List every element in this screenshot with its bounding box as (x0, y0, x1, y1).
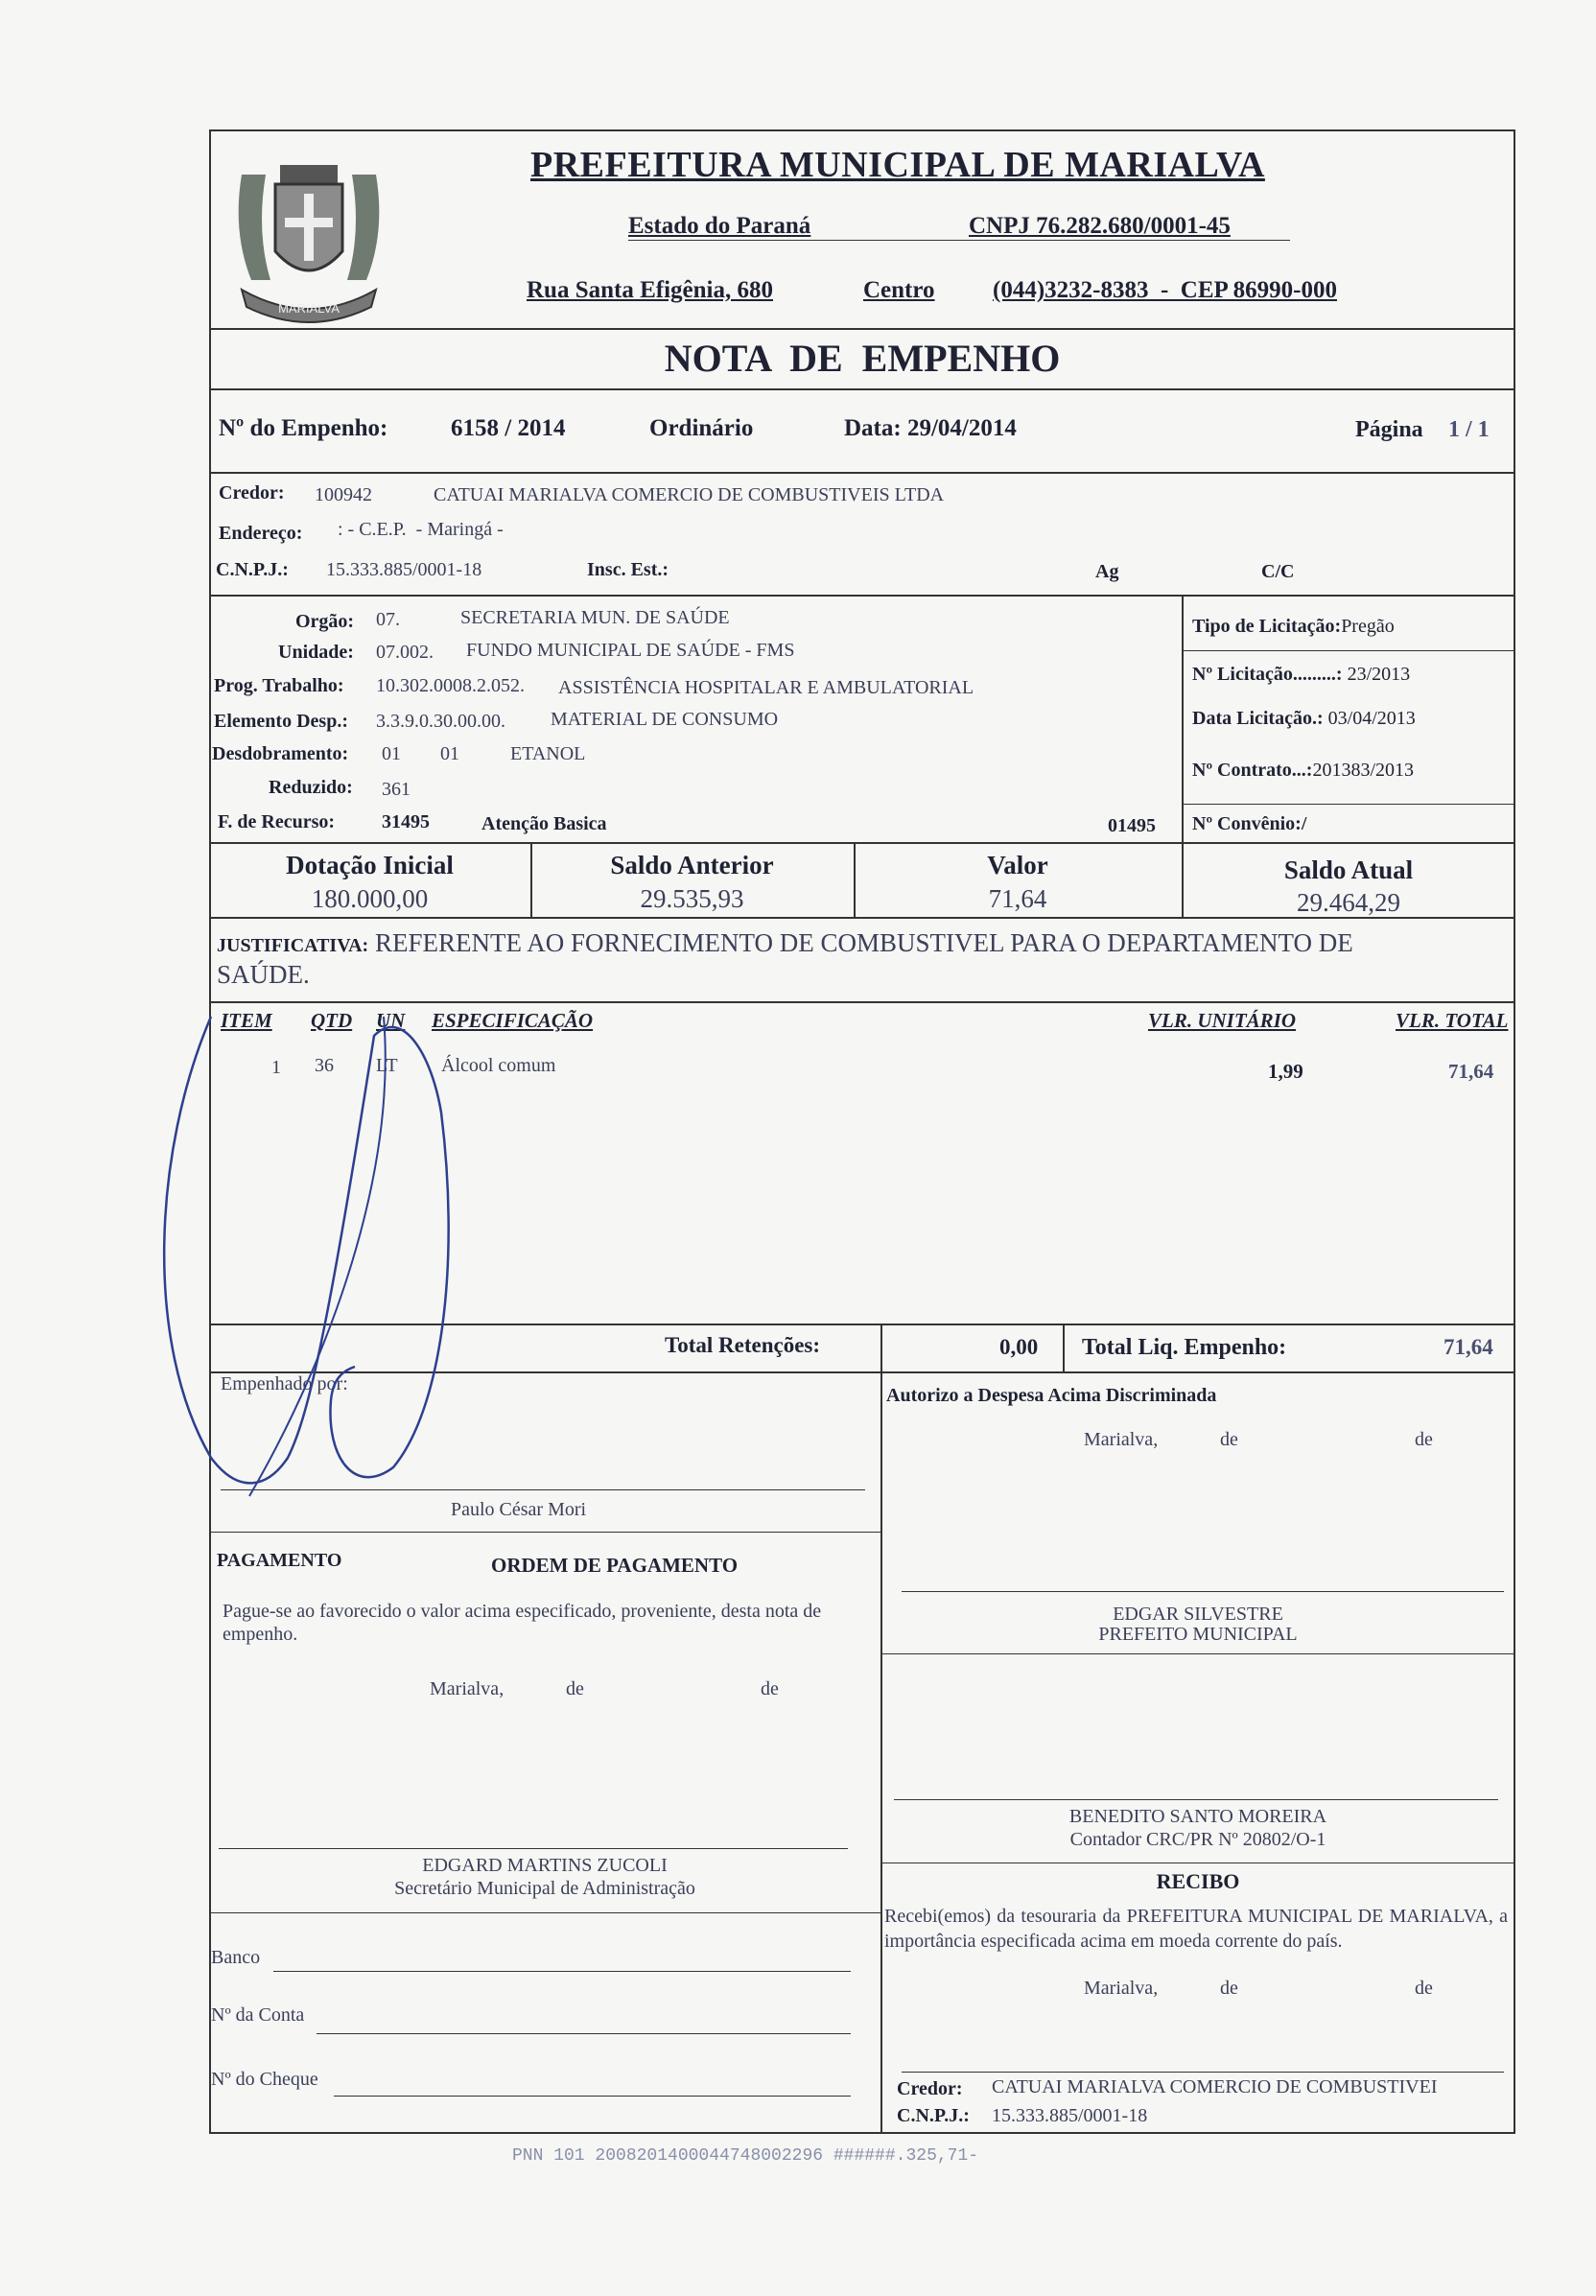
retencoes-value: 0,00 (999, 1335, 1039, 1359)
banco-label: Banco (211, 1947, 261, 1968)
contrato-value: 201383/2013 (1312, 760, 1415, 781)
tipo-licitacao-label-text: Tipo de Licitação: (1192, 616, 1342, 637)
col-header-total: VLR. TOTAL (1396, 1009, 1509, 1032)
secretary-name: EDGARD MARTINS ZUCOLI (422, 1855, 668, 1876)
orgao-name: SECRETARIA MUN. DE SAÚDE (460, 607, 730, 628)
address-value: : - C.E.P. - Maringá - (338, 519, 504, 540)
fonte-label: F. de Recurso: (218, 811, 336, 832)
header-district: Centro (863, 277, 935, 303)
convenio-label: Nº Convênio:/ (1192, 813, 1307, 834)
reduzido-label: Reduzido: (269, 777, 353, 798)
data-licitacao-label: Data Licitação.: (1192, 708, 1324, 729)
footer-code: PNN 101 2008201400044748002296 ######.325,71- (512, 2146, 979, 2166)
col-header-qtd: QTD (311, 1009, 353, 1032)
credor-cnpj-value: 15.333.885/0001-18 (326, 559, 482, 580)
de-2a: de (566, 1678, 584, 1699)
empenhado-name: Paulo César Mori (451, 1499, 587, 1520)
de-3b: de (1415, 1978, 1433, 1999)
elemento-code: 3.3.9.0.30.00.00. (376, 711, 505, 732)
desdobramento-b: 01 (440, 743, 459, 764)
desdobramento-label: Desdobramento: (212, 743, 349, 764)
conta-label: Nº da Conta (211, 2004, 305, 2026)
data-licitacao (1192, 708, 1416, 730)
insc-label: Insc. Est.: (587, 559, 669, 580)
accountant-name: BENEDITO SANTO MOREIRA (1068, 1806, 1327, 1827)
dotacao-label: Dotação Inicial (286, 851, 454, 879)
banco-field-line (273, 1971, 851, 1972)
de-3a: de (1220, 1978, 1238, 1999)
reduzido-value: 361 (382, 779, 411, 800)
pagamento-label: PAGAMENTO (217, 1550, 342, 1571)
saldo-atual-value: 29.464,29 (1297, 888, 1400, 917)
num-licitacao (1192, 664, 1410, 686)
svg-text:MARIALVA: MARIALVA (278, 301, 340, 316)
valor-label: Valor (987, 851, 1048, 879)
cell-item: 1 (271, 1057, 281, 1078)
justificativa-text-2: SAÚDE. (217, 960, 310, 989)
de-1a: de (1220, 1429, 1238, 1450)
de-2b: de (761, 1678, 779, 1699)
divider (209, 595, 1515, 597)
signature-line (902, 2072, 1504, 2073)
justificativa (217, 928, 1507, 989)
page-value: 1 / 1 (1448, 417, 1490, 442)
saldo-atual-label: Saldo Atual (1283, 855, 1414, 884)
empenho-kind: Ordinário (649, 415, 754, 441)
num-licitacao-label: Nº Licitação.........: (1192, 664, 1343, 685)
header-state: Estado do Paraná (628, 213, 811, 239)
elemento-name: MATERIAL DE CONSUMO (551, 709, 779, 730)
elemento-label: Elemento Desp.: (214, 711, 348, 732)
valor-value: 71,64 (988, 884, 1047, 913)
unidade-label: Unidade: (278, 642, 354, 663)
signature-line (894, 1799, 1498, 1800)
divider (1182, 595, 1184, 842)
credor-cnpj-label: C.N.P.J.: (216, 559, 289, 580)
liq-value: 71,64 (1443, 1335, 1493, 1359)
municipal-seal (213, 136, 405, 328)
justificativa-label: JUSTIFICATIVA: (217, 935, 369, 956)
seal-icon (213, 136, 405, 328)
divider (209, 1532, 880, 1533)
page-label: Página (1355, 417, 1423, 442)
divider (209, 472, 1515, 474)
handwritten-signature (153, 997, 614, 1515)
signature-line (902, 1591, 1504, 1592)
col-header-unit: VLR. UNITÁRIO (1148, 1009, 1297, 1032)
cheque-field-line (334, 2096, 851, 2097)
header-title: PREFEITURA MUNICIPAL DE MARIALVA (530, 145, 1265, 185)
col-header-un: UN (376, 1009, 406, 1032)
desdobramento-name: ETANOL (510, 743, 586, 764)
saldo-anterior-value: 29.535,93 (640, 884, 744, 913)
recibo-cnpj-label: C.N.P.J.: (897, 2105, 970, 2126)
saldo-anterior-label: Saldo Anterior (610, 851, 774, 879)
address-label: Endereço: (219, 523, 303, 544)
ag-label: Ag (1095, 561, 1119, 582)
orgao-code: 07. (376, 609, 400, 630)
signature-line (219, 1848, 848, 1849)
fonte-name: Atenção Basica (481, 813, 607, 834)
divider (209, 1912, 880, 1913)
secretary-title: Secretário Municipal de Administração (394, 1878, 695, 1899)
orgao-label: Orgão: (295, 611, 355, 632)
desdobramento-a: 01 (382, 743, 401, 764)
accountant-title: Contador CRC/PR Nº 20802/O-1 (1069, 1829, 1326, 1850)
divider (880, 1653, 1515, 1654)
divider (209, 842, 1515, 844)
header-street: Rua Santa Efigênia, 680 (527, 277, 773, 303)
empenhado-label: Empenhado por: (221, 1373, 348, 1394)
cc-label: C/C (1261, 561, 1295, 582)
divider (209, 917, 1515, 919)
recibo-credor-label: Credor: (897, 2078, 963, 2099)
liq-label: Total Liq. Empenho: (1082, 1335, 1287, 1360)
contrato (1192, 760, 1414, 782)
place-1: Marialva, (1084, 1429, 1159, 1450)
credor-code: 100942 (315, 484, 372, 505)
conta-field-line (317, 2033, 851, 2034)
credor-label: Credor: (219, 482, 285, 504)
divider (1182, 804, 1515, 805)
recibo-credor-value: CATUAI MARIALVA COMERCIO DE COMBUSTIVEI (992, 2076, 1438, 2097)
cell-un: LT (376, 1055, 398, 1076)
place-2: Marialva, (430, 1678, 505, 1699)
place-3: Marialva, (1084, 1978, 1159, 1999)
divider (1063, 1324, 1065, 1371)
divider (209, 388, 1515, 390)
autorizo-label: Autorizo a Despesa Acima Discriminada (886, 1385, 1217, 1406)
cell-qtd: 36 (315, 1055, 334, 1076)
retencoes-label: Total Retenções: (665, 1333, 821, 1357)
header-cnpj: CNPJ 76.282.680/0001-45 (969, 213, 1231, 239)
empenho-number: 6158 / 2014 (451, 415, 566, 441)
dotacao-value: 180.000,00 (311, 884, 429, 913)
mayor-title: PREFEITO MUNICIPAL (1098, 1624, 1298, 1645)
pagamento-text: Pague-se ao favorecido o valor acima especificado, proveniente, desta nota de empenho. (223, 1601, 822, 1645)
contrato-label: Nº Contrato...: (1192, 760, 1313, 781)
divider (880, 1863, 882, 2134)
recibo-cnpj-value: 15.333.885/0001-18 (992, 2105, 1148, 2126)
unidade-name: FUNDO MUNICIPAL DE SAÚDE - FMS (466, 640, 795, 661)
ordem-label: ORDEM DE PAGAMENTO (491, 1554, 739, 1577)
divider (209, 328, 1515, 330)
fonte-extra: 01495 (1108, 815, 1156, 836)
col-header-item: ITEM (221, 1009, 272, 1032)
prog-code: 10.302.0008.2.052. (376, 675, 525, 696)
fonte-code: 31495 (382, 811, 430, 832)
doc-title: NOTA DE EMPENHO (664, 337, 1061, 380)
justificativa-text-1: REFERENTE AO FORNECIMENTO DE COMBUSTIVEL PARA O DEPARTAMENTO DE (374, 928, 1353, 957)
mayor-name: EDGAR SILVESTRE (1113, 1604, 1283, 1625)
col-header-spec: ESPECIFICAÇÃO (432, 1009, 594, 1032)
unidade-code: 07.002. (376, 642, 434, 663)
tipo-licitacao-value: Pregão (1341, 616, 1395, 637)
divider (1182, 650, 1515, 651)
cell-spec: Álcool comum (441, 1055, 556, 1076)
recibo-text: Recebi(emos) da tesouraria da PREFEITURA MUNICIPAL DE MARIALVA, a importância especificada acima em moeda corrente do país. (884, 1906, 1508, 1952)
header-phone-cep: (044)3232-8383 - CEP 86990-000 (993, 277, 1337, 303)
prog-label: Prog. Trabalho: (214, 675, 344, 696)
empenho-date: Data: 29/04/2014 (844, 415, 1017, 441)
data-licitacao-value: 03/04/2013 (1327, 708, 1416, 729)
prog-name: ASSISTÊNCIA HOSPITALAR E AMBULATORIAL (558, 677, 974, 698)
empenho-label: Nº do Empenho: (219, 415, 388, 441)
cell-total: 71,64 (1448, 1060, 1494, 1083)
cell-unit: 1,99 (1268, 1060, 1303, 1083)
credor-name: CATUAI MARIALVA COMERCIO DE COMBUSTIVEIS LTDA (434, 484, 945, 505)
tipo-licitacao-label (1192, 616, 1395, 638)
de-1b: de (1415, 1429, 1433, 1450)
recibo-title: RECIBO (1156, 1869, 1240, 1893)
num-licitacao-value: 23/2013 (1347, 664, 1411, 685)
cheque-label: Nº do Cheque (211, 2069, 318, 2090)
header-state-underline (628, 240, 1290, 241)
divider (880, 1324, 882, 1371)
